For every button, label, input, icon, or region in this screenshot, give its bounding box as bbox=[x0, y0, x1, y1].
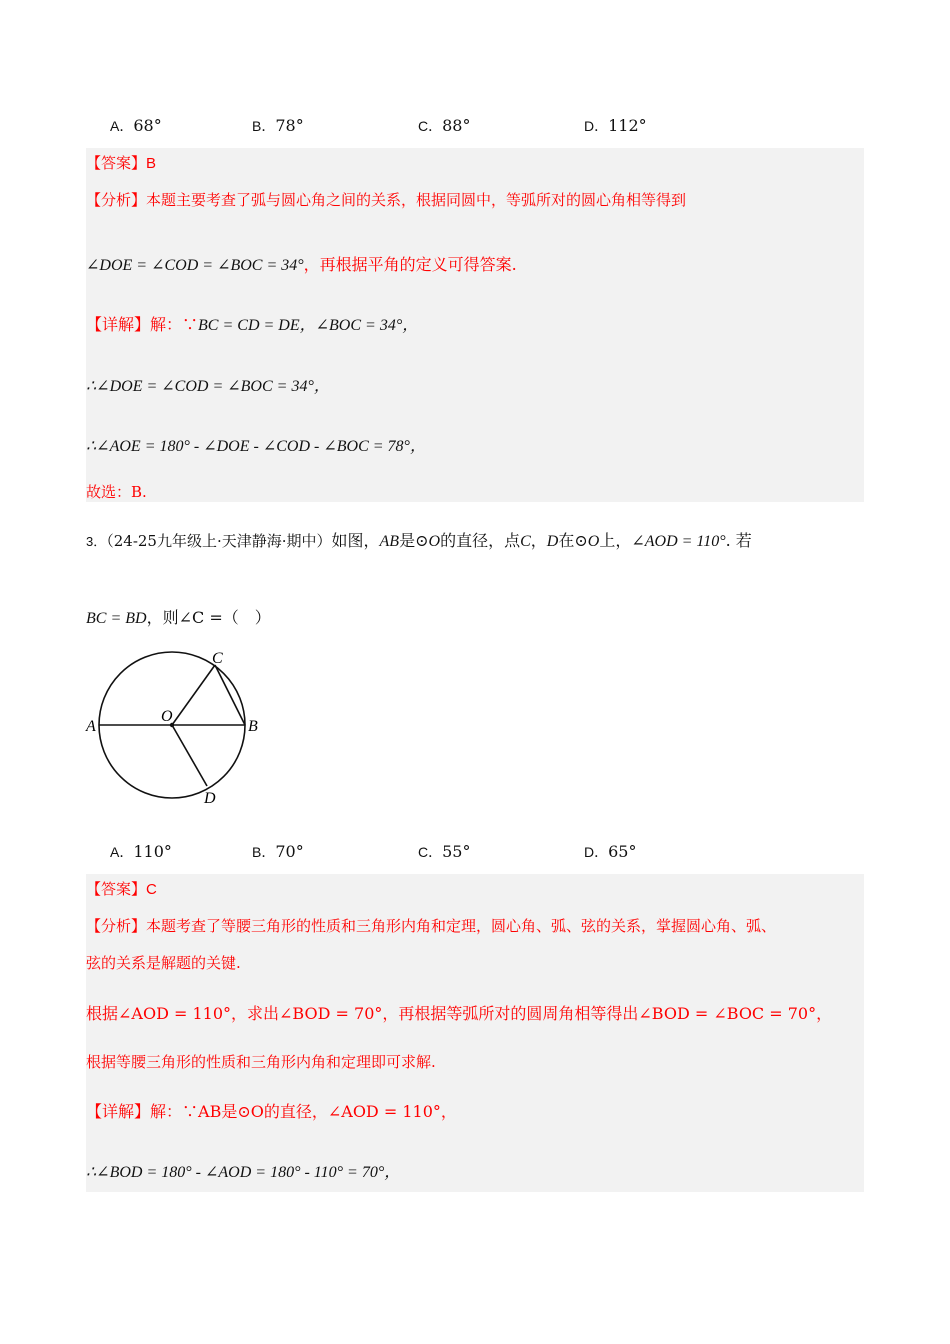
q3-solution-box bbox=[86, 874, 864, 1192]
q3-option-b[interactable] bbox=[252, 842, 304, 862]
question-number: 3． bbox=[86, 534, 107, 549]
stem-text: 上， bbox=[599, 531, 632, 550]
stem-math: O bbox=[428, 533, 441, 550]
q3-answer bbox=[86, 878, 157, 899]
q3-stem-line1 bbox=[86, 528, 752, 551]
q2-analysis-line2 bbox=[86, 252, 517, 275]
analysis-text: 根据等腰三角形的性质和三角形内角和定理即可求解. bbox=[86, 1053, 436, 1071]
segment-oc bbox=[172, 665, 215, 725]
q2-option-c[interactable] bbox=[418, 116, 470, 136]
stem-text: ，则∠C =（ ） bbox=[146, 608, 271, 627]
q3-detail-line1 bbox=[86, 1099, 457, 1122]
option-value: 78° bbox=[275, 116, 304, 135]
option-letter: A． bbox=[110, 118, 134, 134]
segment-cb bbox=[215, 665, 245, 725]
q3-analysis-line3 bbox=[86, 1001, 832, 1024]
stem-math: O bbox=[587, 533, 600, 550]
stem-text: 在⊙ bbox=[558, 531, 588, 550]
option-value: 68° bbox=[133, 116, 162, 135]
detail-label: 【详解】 bbox=[86, 1102, 151, 1121]
analysis-math: ∠DOE = ∠COD = ∠BOC = 34° bbox=[86, 257, 304, 274]
q2-option-b[interactable] bbox=[252, 116, 304, 136]
q2-answer bbox=[86, 152, 156, 173]
q3-option-c[interactable] bbox=[418, 842, 470, 862]
answer-label: 【答案】 bbox=[86, 880, 147, 898]
q2-detail-line1 bbox=[86, 312, 418, 335]
stem-text: . 若 bbox=[725, 531, 752, 550]
q3-stem-line2 bbox=[86, 605, 271, 628]
option-value: 112° bbox=[608, 116, 647, 135]
option-value: 88° bbox=[442, 116, 471, 135]
analysis-text: ，再根据平角的定义可得答案. bbox=[303, 255, 517, 274]
stem-text: ， bbox=[530, 531, 547, 550]
option-letter: D． bbox=[584, 118, 609, 134]
detail-label: 【详解】 bbox=[86, 315, 151, 334]
segment-od bbox=[172, 725, 207, 786]
q3-options bbox=[0, 842, 950, 866]
q2-choose bbox=[86, 481, 147, 502]
q3-analysis-line4 bbox=[86, 1051, 436, 1072]
option-letter: A． bbox=[110, 844, 134, 860]
option-letter: D． bbox=[584, 844, 609, 860]
option-value: 70° bbox=[275, 842, 304, 861]
detail-math: ∴∠AOE = 180° - ∠DOE - ∠COD - ∠BOC = 78°， bbox=[86, 438, 426, 455]
option-letter: B． bbox=[252, 118, 276, 134]
option-letter: B． bbox=[252, 844, 276, 860]
label-a: A bbox=[86, 718, 96, 735]
q3-analysis-line2 bbox=[86, 952, 241, 973]
q3-circle-figure bbox=[80, 645, 270, 810]
answer-label: 【答案】 bbox=[86, 154, 147, 172]
label-d: D bbox=[204, 790, 216, 807]
stem-text: 的直径，点 bbox=[440, 531, 521, 550]
analysis-label: 【分析】 bbox=[86, 917, 147, 935]
option-value: 55° bbox=[442, 842, 471, 861]
detail-math: ∴∠BOD = 180° - ∠AOD = 180° - 110° = 70°， bbox=[86, 1164, 401, 1181]
stem-math: BC = BD bbox=[86, 610, 147, 627]
stem-math: C bbox=[520, 533, 531, 550]
stem-math: ∠AOD = 110° bbox=[631, 533, 726, 550]
q2-detail-line2 bbox=[86, 373, 330, 396]
analysis-label: 【分析】 bbox=[86, 191, 147, 209]
question-source: （24-25九年级上·天津静海·期中） bbox=[106, 532, 332, 550]
detail-prefix: 解：∵ bbox=[150, 315, 199, 334]
q3-analysis-line1 bbox=[86, 915, 776, 936]
analysis-text: 根据∠AOD = 110°，求出∠BOD = 70°，再根据等弧所对的圆周角相等得出∠BOD = ∠BOC = 70°， bbox=[86, 1004, 833, 1023]
stem-math: AB bbox=[379, 533, 400, 550]
q3-option-d[interactable] bbox=[584, 842, 636, 862]
analysis-text: 本题主要考查了弧与圆心角之间的关系，根据同圆中，等弧所对的圆心角相等得到 bbox=[146, 191, 687, 209]
choose-text: 故选：B. bbox=[86, 483, 147, 501]
option-value: 65° bbox=[608, 842, 637, 861]
detail-math: BC = CD = DE，∠BOC = 34°， bbox=[198, 317, 419, 334]
stem-text: 是⊙ bbox=[399, 531, 429, 550]
option-letter: C． bbox=[418, 118, 443, 134]
q3-detail-line2 bbox=[86, 1159, 400, 1182]
q2-analysis-line1 bbox=[86, 189, 686, 210]
q2-option-d[interactable] bbox=[584, 116, 647, 136]
label-b: B bbox=[248, 718, 258, 735]
q2-solution-box bbox=[86, 148, 864, 502]
detail-text: 解：∵AB是⊙O的直径，∠AOD = 110°， bbox=[150, 1102, 457, 1121]
q2-options bbox=[0, 116, 950, 140]
option-letter: C． bbox=[418, 844, 443, 860]
stem-math: D bbox=[546, 533, 559, 550]
stem-text: 如图， bbox=[331, 531, 380, 550]
answer-value: B bbox=[146, 155, 157, 172]
label-c: C bbox=[212, 650, 223, 667]
analysis-text: 本题考查了等腰三角形的性质和三角形内角和定理，圆心角、弧、弦的关系，掌握圆心角、弧、 bbox=[146, 917, 777, 935]
detail-math: ∴∠DOE = ∠COD = ∠BOC = 34°， bbox=[86, 378, 330, 395]
label-o: O bbox=[161, 708, 173, 725]
q2-option-a[interactable] bbox=[110, 116, 162, 136]
q3-option-a[interactable] bbox=[110, 842, 172, 862]
q2-detail-line3 bbox=[86, 433, 426, 456]
analysis-text: 弦的关系是解题的关键. bbox=[86, 954, 241, 972]
answer-value: C bbox=[146, 881, 157, 898]
option-value: 110° bbox=[133, 842, 172, 861]
